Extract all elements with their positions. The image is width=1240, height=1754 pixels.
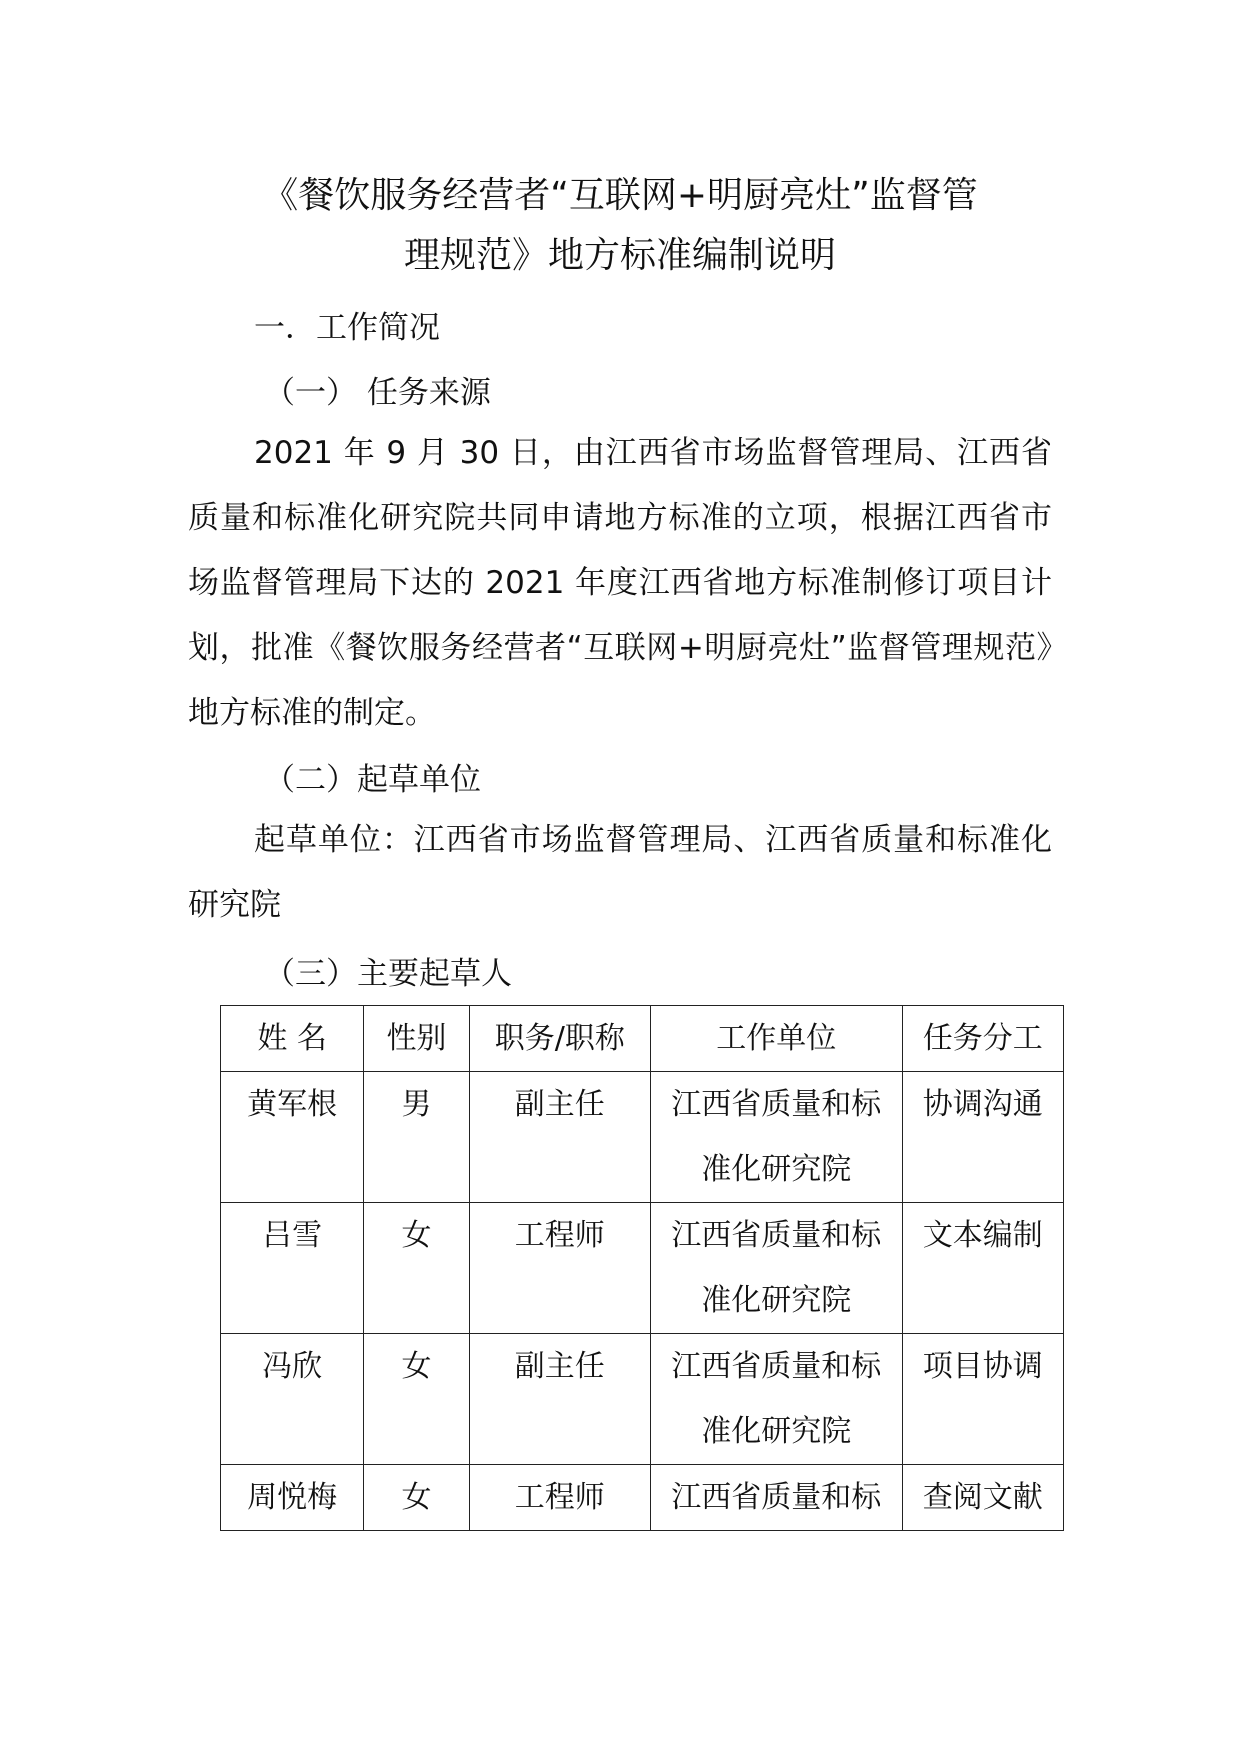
title-line-2: 理规范》地方标准编制说明 (403, 235, 836, 276)
header-name: 姓 名 (221, 1006, 364, 1072)
cell-task: 项目协调 (902, 1334, 1063, 1465)
cell-title: 副主任 (469, 1334, 650, 1465)
cell-work-unit (650, 1072, 902, 1203)
work-unit-line-2: 准化研究院 (701, 1152, 852, 1187)
cell-task: 文本编制 (902, 1203, 1063, 1334)
work-unit-line-1: 江西省质量和标 (671, 1218, 882, 1253)
table-row (221, 1203, 1064, 1334)
header-title: 职务/职称 (469, 1006, 650, 1072)
drafters-table (220, 1005, 1064, 1531)
cell-gender: 女 (364, 1203, 469, 1334)
cell-task: 协调沟通 (902, 1072, 1063, 1203)
cell-gender: 女 (364, 1334, 469, 1465)
cell-title: 工程师 (469, 1203, 650, 1334)
table-row (221, 1465, 1064, 1531)
title-line-1: 《餐饮服务经营者“互联网+明厨亮灶”监督管 (262, 175, 978, 216)
drafting-unit-paragraph: 起草单位：江西省市场监督管理局、江西省质量和标准化研究院 (188, 822, 1052, 923)
subsection-heading-main-drafters: （三）主要起草人 (264, 956, 512, 992)
work-unit-line-1: 江西省质量和标 (671, 1480, 882, 1515)
cell-work-unit (650, 1334, 902, 1465)
cell-task: 查阅文献 (902, 1465, 1063, 1531)
work-unit-line-1: 江西省质量和标 (671, 1349, 882, 1384)
cell-name: 吕雪 (221, 1203, 364, 1334)
section-heading-work-overview: 一．工作简况 (254, 310, 440, 346)
cell-name: 周悦梅 (221, 1465, 364, 1531)
header-task: 任务分工 (902, 1006, 1063, 1072)
work-unit-line-1: 江西省质量和标 (671, 1087, 882, 1122)
header-work-unit: 工作单位 (650, 1006, 902, 1072)
header-gender: 性别 (364, 1006, 469, 1072)
cell-name: 冯欣 (221, 1334, 364, 1465)
table-row (221, 1072, 1064, 1203)
cell-work-unit (650, 1203, 902, 1334)
subsection-heading-task-source: （一） 任务来源 (264, 375, 491, 411)
cell-gender: 男 (364, 1072, 469, 1203)
work-unit-line-2: 准化研究院 (701, 1414, 852, 1449)
document-title (188, 166, 1052, 286)
subsection-heading-drafting-unit: （二）起草单位 (264, 762, 481, 798)
cell-title: 副主任 (469, 1072, 650, 1203)
table-row (221, 1334, 1064, 1465)
work-unit-line-2: 准化研究院 (701, 1283, 852, 1318)
table-header-row (221, 1006, 1064, 1072)
cell-name: 黄军根 (221, 1072, 364, 1203)
task-source-paragraph: 2021 年 9 月 30 日，由江西省市场监督管理局、江西省质量和标准化研究院共同申请地方标准的立项，根据江西省市场监督管理局下达的 2021 年度江西省地方标准制修订项目计划，批准《餐饮服务经营者“互联网+明厨亮灶”监督管理规范》地方标准的制定。 (188, 435, 1052, 731)
cell-work-unit (650, 1465, 902, 1531)
cell-title: 工程师 (469, 1465, 650, 1531)
cell-gender: 女 (364, 1465, 469, 1531)
